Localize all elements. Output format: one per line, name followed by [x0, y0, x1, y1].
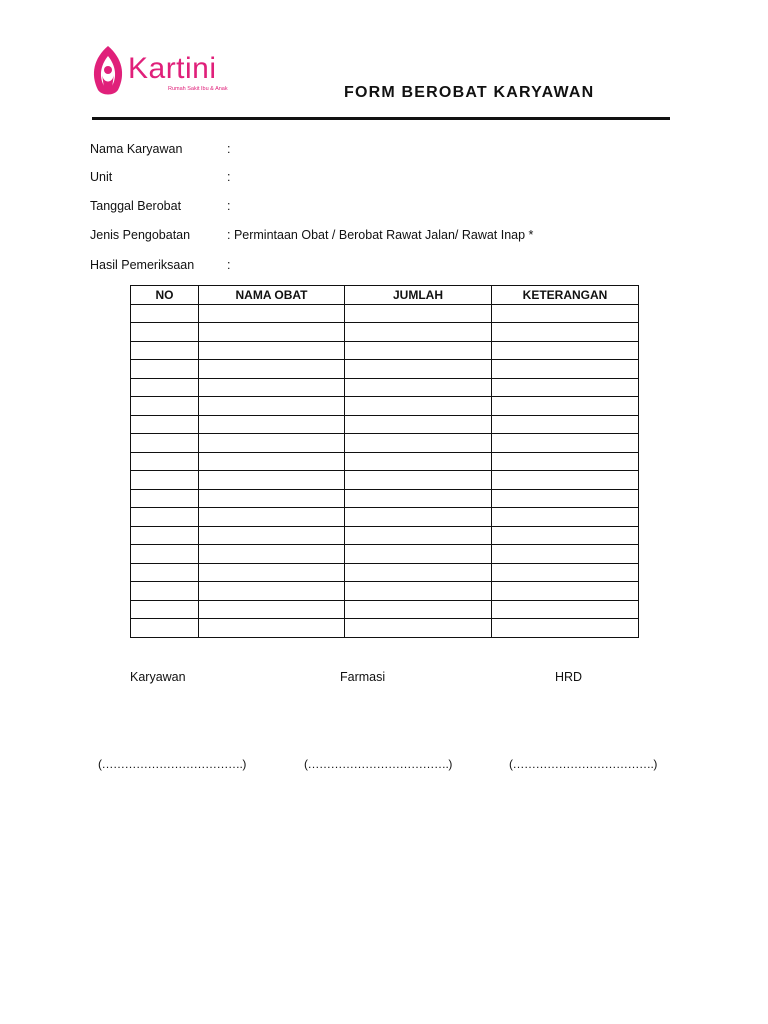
- table-cell[interactable]: [199, 619, 345, 638]
- logo-tagline: Rumah Sakit Ibu & Anak: [168, 86, 228, 92]
- table-cell[interactable]: [345, 600, 492, 619]
- table-cell[interactable]: [492, 619, 639, 638]
- table-cell[interactable]: [492, 323, 639, 342]
- table-cell[interactable]: [345, 434, 492, 453]
- table-body: [131, 304, 639, 637]
- table-cell[interactable]: [199, 526, 345, 545]
- table-cell[interactable]: [345, 526, 492, 545]
- table-cell[interactable]: [492, 452, 639, 471]
- table-cell[interactable]: [199, 508, 345, 527]
- table-cell[interactable]: [131, 563, 199, 582]
- table-cell[interactable]: [345, 508, 492, 527]
- table-cell[interactable]: [345, 397, 492, 416]
- table-cell[interactable]: [492, 397, 639, 416]
- kartini-logo: [88, 44, 248, 102]
- table-cell[interactable]: [199, 397, 345, 416]
- table-cell[interactable]: [199, 304, 345, 323]
- table-cell[interactable]: [131, 508, 199, 527]
- table-cell[interactable]: [492, 341, 639, 360]
- table-cell[interactable]: [492, 360, 639, 379]
- column-header-jumlah: JUMLAH: [345, 286, 492, 305]
- table-cell[interactable]: [492, 434, 639, 453]
- table-row: [131, 323, 639, 342]
- table-row: [131, 415, 639, 434]
- table-cell[interactable]: [199, 452, 345, 471]
- table-cell[interactable]: [492, 508, 639, 527]
- table-row: [131, 563, 639, 582]
- table-cell[interactable]: [345, 360, 492, 379]
- table-cell[interactable]: [345, 341, 492, 360]
- table-cell[interactable]: [199, 582, 345, 601]
- table-cell[interactable]: [345, 378, 492, 397]
- table-cell[interactable]: [492, 526, 639, 545]
- table-cell[interactable]: [199, 415, 345, 434]
- table-cell[interactable]: [199, 489, 345, 508]
- table-cell[interactable]: [131, 360, 199, 379]
- signature-label-farmasi: Farmasi: [340, 670, 386, 684]
- signature-line-karyawan: (……………………………….): [98, 757, 246, 771]
- table-cell[interactable]: [131, 397, 199, 416]
- table-row: [131, 582, 639, 601]
- table-cell[interactable]: [199, 323, 345, 342]
- logo-name: Kartini: [128, 52, 217, 85]
- table-cell[interactable]: [131, 341, 199, 360]
- column-header-nama-obat: NAMA OBAT: [199, 286, 345, 305]
- table-cell[interactable]: [492, 600, 639, 619]
- signature-line-farmasi: (……………………………….): [304, 757, 452, 771]
- table-cell[interactable]: [131, 600, 199, 619]
- table-cell[interactable]: [492, 545, 639, 564]
- table-row: [131, 489, 639, 508]
- table-row: [131, 397, 639, 416]
- table-cell[interactable]: [131, 378, 199, 397]
- table-cell[interactable]: [131, 619, 199, 638]
- signature-line-hrd: (……………………………….): [509, 757, 657, 771]
- table-cell[interactable]: [492, 378, 639, 397]
- field-label: Jenis Pengobatan: [90, 228, 191, 242]
- table-row: [131, 378, 639, 397]
- field-value-input[interactable]: :: [227, 199, 231, 213]
- table-row: [131, 341, 639, 360]
- table-cell[interactable]: [131, 434, 199, 453]
- table-cell[interactable]: [345, 452, 492, 471]
- table-cell[interactable]: [199, 360, 345, 379]
- table-cell[interactable]: [199, 600, 345, 619]
- table-cell[interactable]: [345, 304, 492, 323]
- field-label: Unit: [90, 170, 113, 184]
- table-cell[interactable]: [131, 489, 199, 508]
- table-cell[interactable]: [492, 304, 639, 323]
- medicine-table: [130, 285, 639, 638]
- table-cell[interactable]: [345, 582, 492, 601]
- table-row: [131, 508, 639, 527]
- field-label: Tanggal Berobat: [90, 199, 182, 213]
- table-cell[interactable]: [345, 471, 492, 490]
- table-cell[interactable]: [492, 563, 639, 582]
- table-cell[interactable]: [131, 545, 199, 564]
- table-cell[interactable]: [131, 582, 199, 601]
- table-cell[interactable]: [345, 619, 492, 638]
- signature-label-karyawan: Karyawan: [130, 670, 186, 684]
- table-cell[interactable]: [131, 415, 199, 434]
- field-label: Nama Karyawan: [90, 142, 183, 156]
- table-cell[interactable]: [492, 582, 639, 601]
- table-cell[interactable]: [131, 304, 199, 323]
- table-row: [131, 304, 639, 323]
- field-value-input[interactable]: : Permintaan Obat / Berobat Rawat Jalan/ Rawat Inap *: [227, 228, 534, 242]
- table-cell[interactable]: [199, 378, 345, 397]
- table-cell[interactable]: [345, 415, 492, 434]
- table-cell[interactable]: [345, 323, 492, 342]
- table-row: [131, 360, 639, 379]
- field-value-input[interactable]: :: [227, 142, 231, 156]
- table-cell[interactable]: [199, 471, 345, 490]
- signature-label-hrd: HRD: [555, 670, 583, 684]
- table-cell[interactable]: [199, 563, 345, 582]
- table-cell[interactable]: [199, 341, 345, 360]
- table-cell[interactable]: [131, 526, 199, 545]
- table-cell[interactable]: [492, 471, 639, 490]
- field-value-input[interactable]: :: [227, 170, 231, 184]
- column-header-keterangan: KETERANGAN: [492, 286, 639, 305]
- table-cell[interactable]: [492, 415, 639, 434]
- table-cell[interactable]: [345, 545, 492, 564]
- table-cell[interactable]: [492, 489, 639, 508]
- table-cell[interactable]: [345, 489, 492, 508]
- table-row: [131, 471, 639, 490]
- field-value-input[interactable]: :: [227, 258, 231, 272]
- table-cell[interactable]: [199, 434, 345, 453]
- title-divider: [92, 117, 670, 120]
- table-row: [131, 526, 639, 545]
- table-row: [131, 545, 639, 564]
- lotus-icon: [88, 44, 128, 100]
- table-row: [131, 452, 639, 471]
- table-cell[interactable]: [345, 563, 492, 582]
- table-row: [131, 619, 639, 638]
- table-header-row: [131, 286, 639, 305]
- table-cell[interactable]: [131, 471, 199, 490]
- page-title: FORM BEROBAT KARYAWAN: [344, 84, 595, 101]
- table-cell[interactable]: [199, 545, 345, 564]
- table-cell[interactable]: [131, 452, 199, 471]
- field-label: Hasil Pemeriksaan: [90, 258, 195, 272]
- table-row: [131, 600, 639, 619]
- table-row: [131, 434, 639, 453]
- column-header-no: NO: [131, 286, 199, 305]
- table-cell[interactable]: [131, 323, 199, 342]
